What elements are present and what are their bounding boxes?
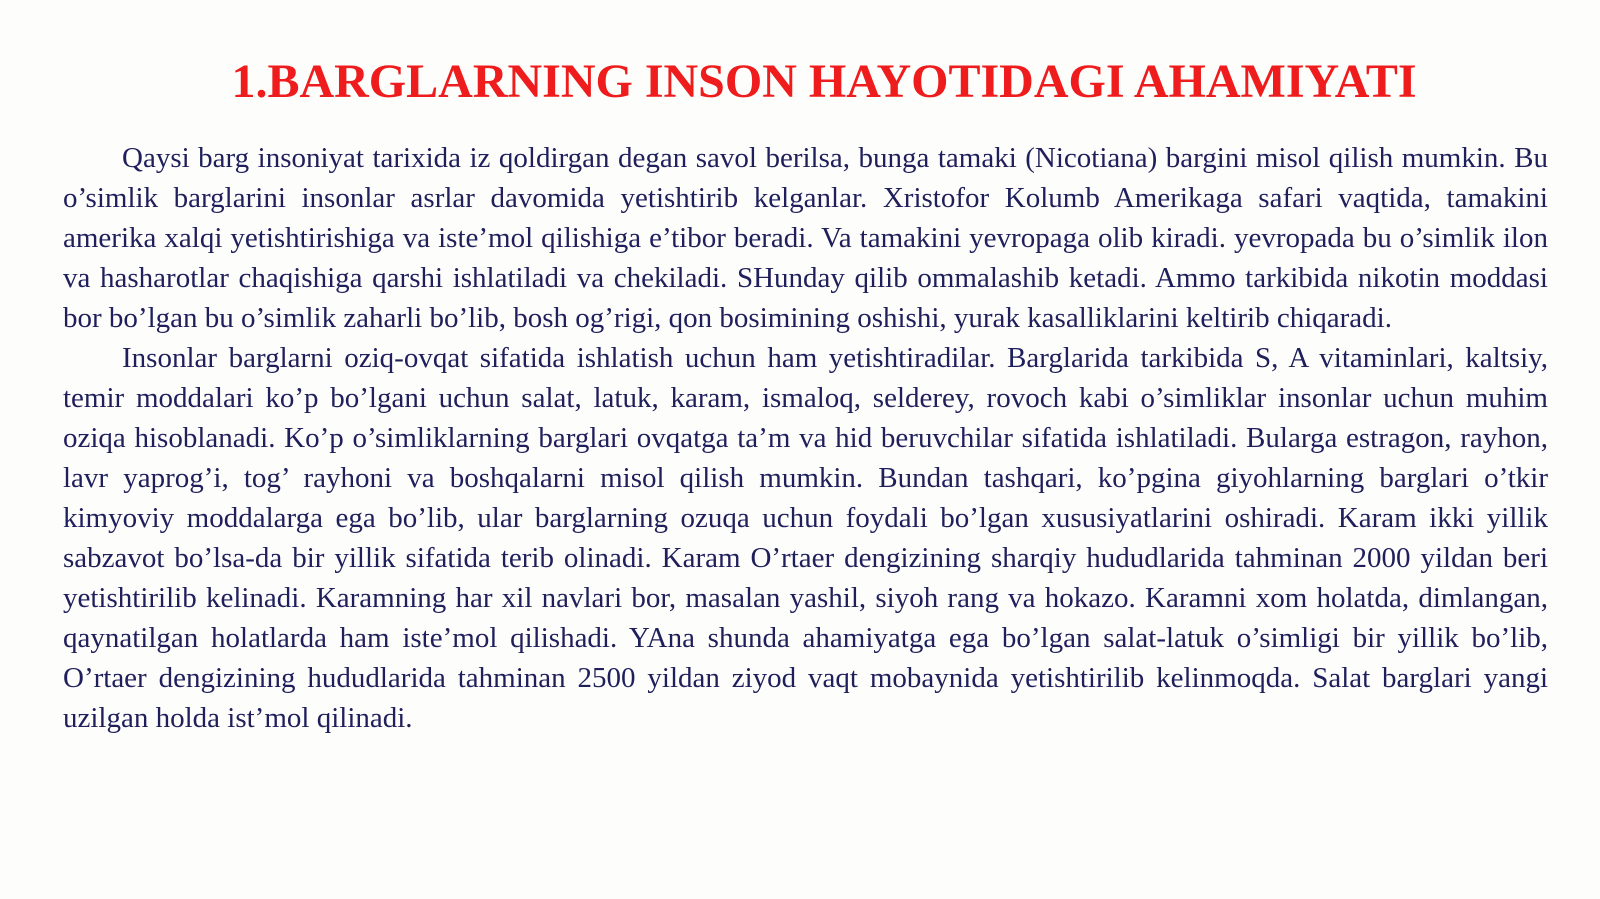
- slide-body: [63, 138, 1548, 738]
- paragraph-food-leaves: Insonlar barglarni oziq-ovqat sifatida ishlatish uchun ham yetishtiradilar. Barglarida tarkibida S, A vitaminlari, kaltsiy, temir moddalari ko’p bo’lgani uchun salat, latuk, karam, ismaloq, selderey, rovoch kabi o’simliklar insonlar uchun muhim oziqa hisoblanadi. Ko’p o’simliklarning barglari ovqatga ta’m va hid beruvchilar sifatida ishlatiladi. Bularga estragon, rayhon, lavr yaprog’i, tog’ rayhoni va boshqalarni misol qilish mumkin. Bundan tashqari, ko’pgina giyohlarning barglari o’tkir kimyoviy moddalarga ega bo’lib, ular barglarning ozuqa uchun foydali bo’lgan xususiyatlarini oshiradi. Karam ikki yillik sabzavot bo’lsa-da bir yillik sifatida terib olinadi. Karam O’rtaer dengizining sharqiy hududlarida tahminan 2000 yildan beri yetishtirilib kelinadi. Karamning har xil navlari bor, masalan yashil, siyoh rang va hokazo. Karamni xom holatda, dimlangan, qaynatilgan holatlarda ham iste’mol qilishadi. YAna shunda ahamiyatga ega bo’lgan salat-latuk o’simligi bir yillik bo’lib, O’rtaer dengizining hududlarida tahminan 2500 yildan ziyod vaqt mobaynida yetishtirilib kelinmoqda. Salat barglari yangi uzilgan holda ist’mol qilinadi.: [63, 342, 1548, 734]
- slide-title: 1.BARGLARNING INSON HAYOTIDAGI AHAMIYATI: [231, 55, 1417, 108]
- paragraph-tobacco: Qaysi barg insoniyat tarixida iz qoldirgan degan savol berilsa, bunga tamaki (Nicotiana) bargini misol qilish mumkin. Bu o’simlik barglarini insonlar asrlar davomida yetishtirib kelganlar. Xristofor Kolumb Amerikaga safari vaqtida, tamakini amerika xalqi yetishtirishiga va iste’mol qilishiga e’tibor beradi. Va tamakini yevropaga olib kiradi. yevropada bu o’simlik ilon va hasharotlar chaqishiga qarshi ishlatiladi va chekiladi. SHunday qilib ommalashib ketadi. Ammo tarkibida nikotin moddasi bor bo’lgan bu o’simlik zaharli bo’lib, bosh og’rigi, qon bosimining oshishi, yurak kasalliklarini keltirib chiqaradi.: [63, 142, 1548, 334]
